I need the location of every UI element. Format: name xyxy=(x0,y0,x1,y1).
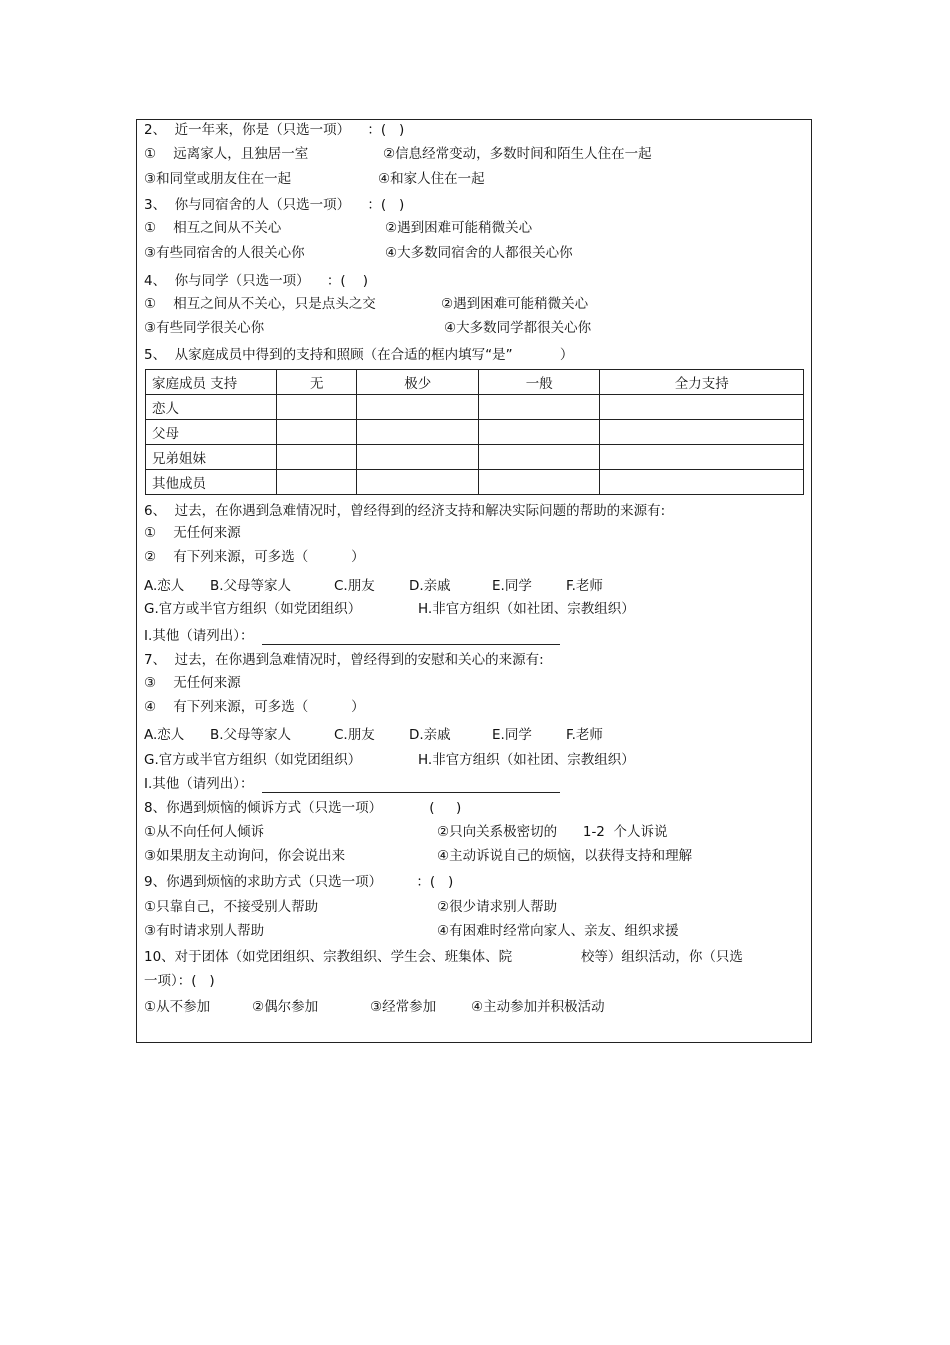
q3-option-4: ④大多数同宿舍的人都很关心你 xyxy=(385,245,573,261)
q6-option-2: ② 有下列来源，可多选（ ） xyxy=(144,549,365,565)
q6-option-1: ① 无任何来源 xyxy=(144,525,241,541)
q4-option-3: ③有些同学很关心你 xyxy=(144,320,265,336)
q6-source-i-label: I.其他（请列出）： xyxy=(144,628,254,644)
table-row xyxy=(146,420,804,445)
q8-option-2: ②只向关系极密切的 1-2 个人诉说 xyxy=(437,824,668,840)
q10-title-line-2: 一项）：( ) xyxy=(144,973,215,989)
q8-option-4: ④主动诉说自己的烦恼，以获得支持和理解 xyxy=(437,848,693,864)
q10-option-4: ④主动参加并积极活动 xyxy=(471,999,605,1015)
q6-source-f: F.老师 xyxy=(566,578,603,594)
table-cell[interactable] xyxy=(600,470,804,495)
table-row xyxy=(146,470,804,495)
q6-source-a: A.恋人 xyxy=(144,578,185,594)
q8-option-1: ①从不向任何人倾诉 xyxy=(144,824,265,840)
q6-source-c: C.朋友 xyxy=(334,578,375,594)
header-very-little: 极少 xyxy=(357,370,478,395)
q4-option-2: ②遇到困难可能稍微关心 xyxy=(441,296,589,312)
table-header-row xyxy=(146,370,804,395)
table-cell[interactable] xyxy=(478,445,599,470)
q10-title-line-1: 10、对于团体（如党团组织、宗教组织、学生会、班集体、院 校等）组织活动，你（只选 xyxy=(144,949,743,965)
q2-option-2: ②信息经常变动，多数时间和陌生人住在一起 xyxy=(383,146,652,162)
row-label-siblings: 兄弟姐妹 xyxy=(146,445,277,470)
q2-option-3: ③和同堂或朋友住在一起 xyxy=(144,171,292,187)
q9-option-4: ④有困难时经常向家人、亲友、组织求援 xyxy=(437,923,679,939)
q7-option-1: ③ 无任何来源 xyxy=(144,675,241,691)
table-cell[interactable] xyxy=(277,470,357,495)
header-none: 无 xyxy=(277,370,357,395)
row-label-lover: 恋人 xyxy=(146,395,277,420)
table-cell[interactable] xyxy=(277,420,357,445)
q10-option-2: ②偶尔参加 xyxy=(252,999,319,1015)
q4-option-4: ④大多数同学都很关心你 xyxy=(444,320,592,336)
q10-option-1: ①从不参加 xyxy=(144,999,211,1015)
q5-title: 5、 从家庭成员中得到的支持和照顾（在合适的框内填写“是” ） xyxy=(144,347,574,363)
table-cell[interactable] xyxy=(600,420,804,445)
q4-option-1: ① 相互之间从不关心，只是点头之交 xyxy=(144,296,376,312)
q4-title: 4、 你与同学（只选一项） ：( ) xyxy=(144,273,369,289)
q7-source-g: G.官方或半官方组织（如党团组织） xyxy=(144,752,362,768)
table-cell[interactable] xyxy=(357,420,478,445)
q9-option-3: ③有时请求别人帮助 xyxy=(144,923,265,939)
q6-source-i xyxy=(144,627,560,645)
table-cell[interactable] xyxy=(478,420,599,445)
q8-title: 8、你遇到烦恼的倾诉方式（只选一项） ( ) xyxy=(144,800,462,816)
q2-option-1: ① 远离家人，且独居一室 xyxy=(144,146,309,162)
row-label-parents: 父母 xyxy=(146,420,277,445)
q7-source-h: H.非官方组织（如社团、宗教组织） xyxy=(418,752,635,768)
family-support-table xyxy=(145,369,804,495)
q7-source-i-label: I.其他（请列出）： xyxy=(144,776,254,792)
q9-option-2: ②很少请求别人帮助 xyxy=(437,899,558,915)
q7-source-b: B.父母等家人 xyxy=(210,727,292,743)
table-cell[interactable] xyxy=(357,470,478,495)
q3-option-3: ③有些同宿舍的人很关心你 xyxy=(144,245,305,261)
q2-title: 2、 近一年来，你是（只选一项） ：( ) xyxy=(144,122,405,138)
q3-title: 3、 你与同宿舍的人（只选一项） ：( ) xyxy=(144,197,405,213)
q7-option-2: ④ 有下列来源，可多选（ ） xyxy=(144,699,365,715)
table-cell[interactable] xyxy=(478,470,599,495)
q10-option-3: ③经常参加 xyxy=(370,999,437,1015)
table-cell[interactable] xyxy=(357,395,478,420)
q6-source-e: E.同学 xyxy=(492,578,532,594)
table-cell[interactable] xyxy=(600,395,804,420)
q7-source-i xyxy=(144,775,560,793)
header-average: 一般 xyxy=(478,370,599,395)
table-cell[interactable] xyxy=(277,395,357,420)
table-cell[interactable] xyxy=(478,395,599,420)
q6-source-d: D.亲戚 xyxy=(409,578,451,594)
q7-other-blank[interactable] xyxy=(262,779,560,793)
header-full-support: 全力支持 xyxy=(600,370,804,395)
table-cell[interactable] xyxy=(277,445,357,470)
q6-source-h: H.非官方组织（如社团、宗教组织） xyxy=(418,601,635,617)
q7-source-d: D.亲戚 xyxy=(409,727,451,743)
q6-title: 6、 过去，在你遇到急难情况时，曾经得到的经济支持和解决实际问题的帮助的来源有: xyxy=(144,503,666,519)
q7-source-c: C.朋友 xyxy=(334,727,375,743)
q7-source-f: F.老师 xyxy=(566,727,603,743)
q7-source-a: A.恋人 xyxy=(144,727,185,743)
table-row xyxy=(146,395,804,420)
table-row xyxy=(146,445,804,470)
table-cell[interactable] xyxy=(600,445,804,470)
row-label-other-members: 其他成员 xyxy=(146,470,277,495)
q2-option-4: ④和家人住在一起 xyxy=(378,171,485,187)
q9-title: 9、你遇到烦恼的求助方式（只选一项） ：( ) xyxy=(144,874,454,890)
q6-source-b: B.父母等家人 xyxy=(210,578,292,594)
q6-source-g: G.官方或半官方组织（如党团组织） xyxy=(144,601,362,617)
q6-other-blank[interactable] xyxy=(262,631,560,645)
q7-title: 7、 过去，在你遇到急难情况时，曾经得到的安慰和关心的来源有: xyxy=(144,652,544,668)
q7-source-e: E.同学 xyxy=(492,727,532,743)
header-family-member: 家庭成员 支持 xyxy=(146,370,277,395)
q8-option-3: ③如果朋友主动询问，你会说出来 xyxy=(144,848,346,864)
q3-option-1: ① 相互之间从不关心 xyxy=(144,220,282,236)
q9-option-1: ①只靠自己，不接受别人帮助 xyxy=(144,899,319,915)
table-cell[interactable] xyxy=(357,445,478,470)
q3-option-2: ②遇到困难可能稍微关心 xyxy=(385,220,533,236)
